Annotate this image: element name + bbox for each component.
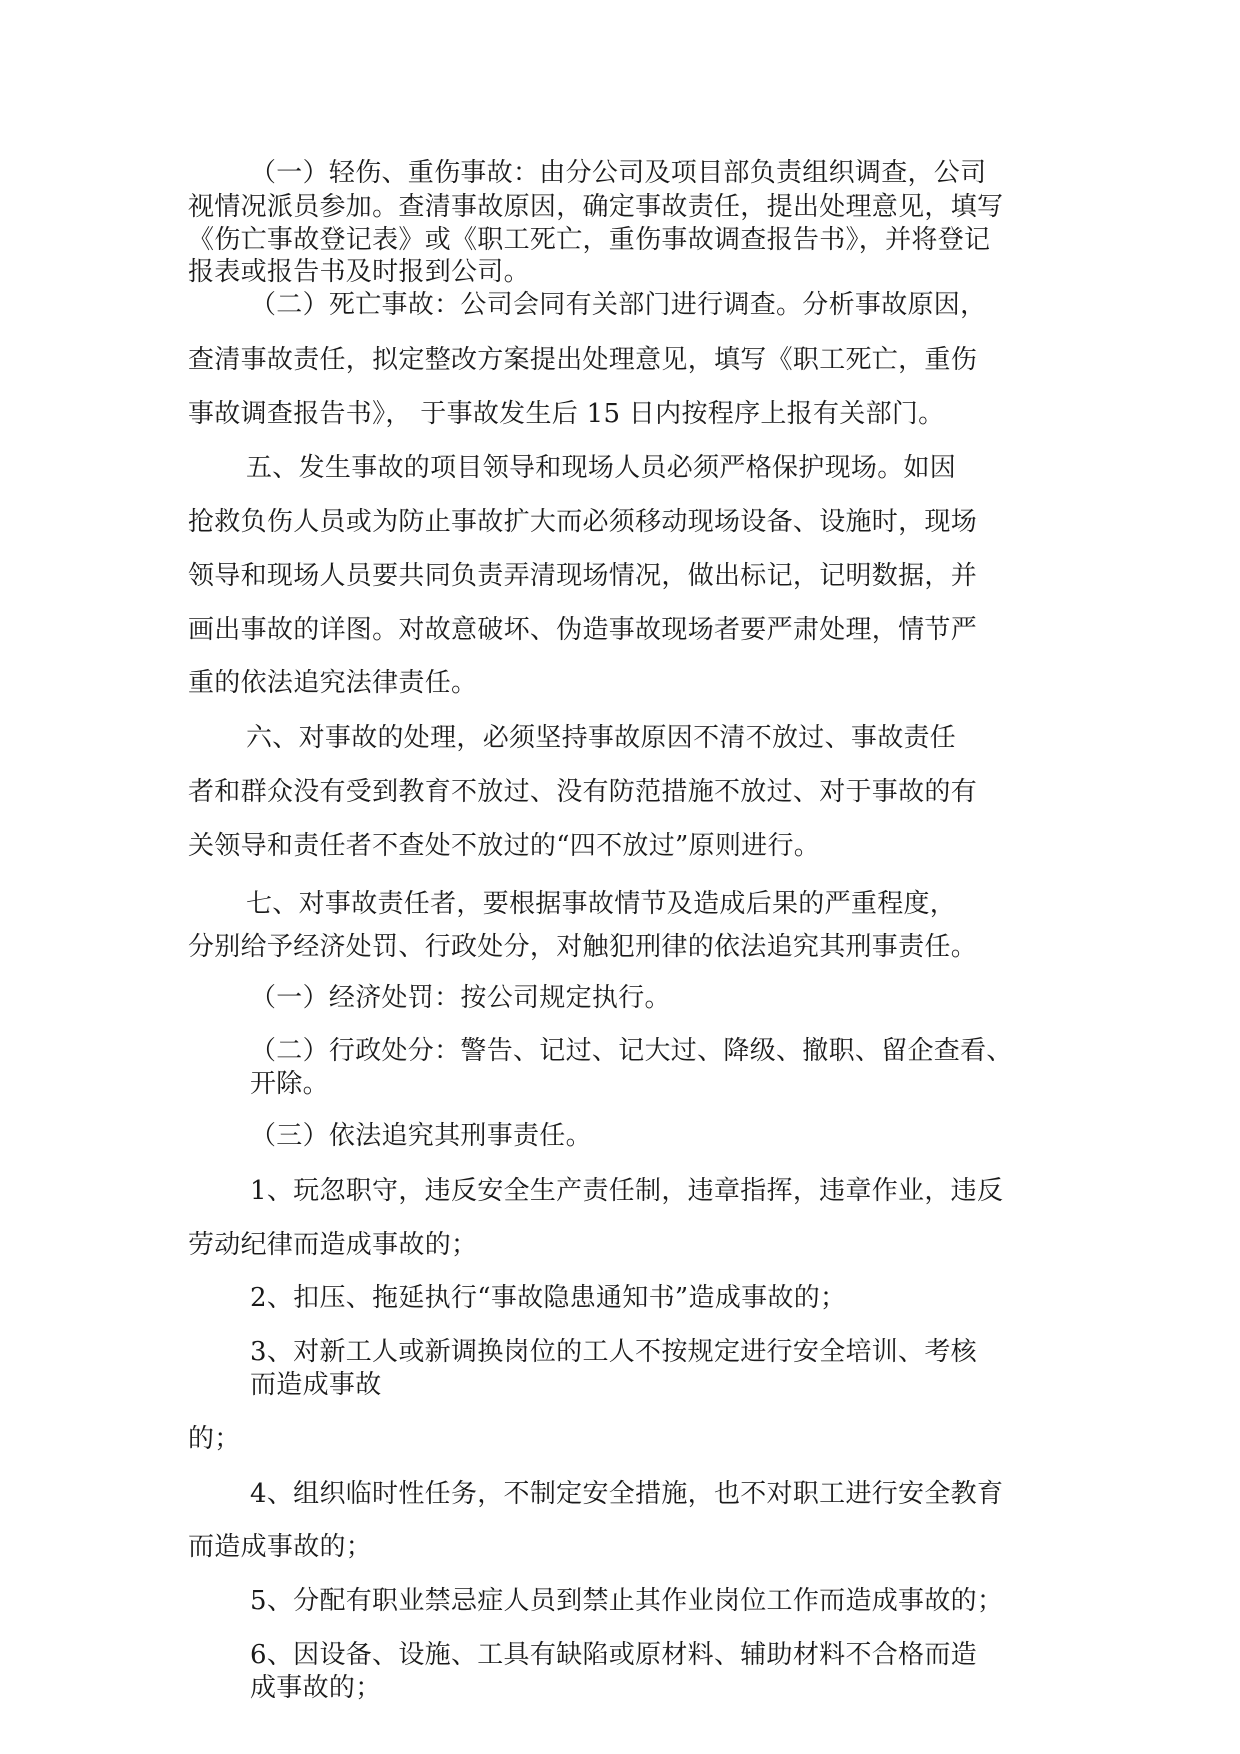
text-line: 者和群众没有受到教育不放过、没有防范措施不放过、对于事故的有 bbox=[188, 777, 978, 807]
text-line: 画出事故的详图。对故意破坏、伪造事故现场者要严肃处理，情节严 bbox=[188, 615, 978, 645]
text-line: 查清事故责任，拟定整改方案提出处理意见，填写《职工死亡，重伤 bbox=[188, 345, 978, 375]
text-line: 分别给予经济处罚、行政处分，对触犯刑律的依法追究其刑事责任。 bbox=[188, 932, 978, 962]
text-line: 六、对事故的处理，必须坚持事故原因不清不放过、事故责任 bbox=[246, 723, 957, 753]
text-line: 5、分配有职业禁忌症人员到禁止其作业岗位工作而造成事故的； bbox=[250, 1586, 1004, 1616]
text-line: 《伤亡事故登记表》或《职工死亡，重伤事故调查报告书》，并将登记 bbox=[188, 225, 991, 255]
text-line: 而造成事故 bbox=[250, 1370, 382, 1400]
text-line: 重的依法追究法律责任。 bbox=[188, 668, 478, 698]
text-line: （二）行政处分：警告、记过、记大过、降级、撤职、留企查看、 bbox=[250, 1036, 1013, 1066]
text-line: 1、玩忽职守，违反安全生产责任制，违章指挥，违章作业，违反 bbox=[250, 1176, 1004, 1206]
text-line: 的； bbox=[188, 1424, 241, 1454]
text-line: 2、扣压、拖延执行“事故隐患通知书”造成事故的； bbox=[250, 1283, 847, 1313]
text-line: 关领导和责任者不查处不放过的“四不放过”原则进行。 bbox=[188, 831, 821, 861]
text-line: 报表或报告书及时报到公司。 bbox=[188, 257, 530, 287]
text-line: 3、对新工人或新调换岗位的工人不按规定进行安全培训、考核 bbox=[250, 1337, 977, 1367]
text-line: 开除。 bbox=[250, 1069, 329, 1099]
text-line: 4、组织临时性任务，不制定安全措施，也不对职工进行安全教育 bbox=[250, 1479, 1004, 1509]
text-line: 而造成事故的； bbox=[188, 1532, 373, 1562]
text-line: 6、因设备、设施、工具有缺陷或原材料、辅助材料不合格而造 bbox=[250, 1640, 977, 1670]
text-line: 劳动纪律而造成事故的； bbox=[188, 1230, 478, 1260]
text-line: （三）依法追究其刑事责任。 bbox=[250, 1121, 592, 1151]
text-line: 五、发生事故的项目领导和现场人员必须严格保护现场。如因 bbox=[246, 453, 957, 483]
text-line: 成事故的； bbox=[250, 1673, 382, 1703]
text-line: 事故调查报告书》， 于事故发生后 15 日内按程序上报有关部门。 bbox=[188, 399, 945, 429]
text-line: 领导和现场人员要共同负责弄清现场情况，做出标记，记明数据，并 bbox=[188, 561, 978, 591]
text-line: 七、对事故责任者，要根据事故情节及造成后果的严重程度， bbox=[246, 889, 957, 919]
text-line: 抢救负伤人员或为防止事故扩大而必须移动现场设备、设施时，现场 bbox=[188, 507, 978, 537]
text-line: （一）轻伤、重伤事故：由分公司及项目部负责组织调查，公司 bbox=[250, 158, 987, 188]
text-line: （二）死亡事故：公司会同有关部门进行调查。分析事故原因， bbox=[250, 290, 987, 320]
text-line: （一）经济处罚：按公司规定执行。 bbox=[250, 983, 671, 1013]
text-line: 视情况派员参加。查清事故原因，确定事故责任，提出处理意见，填写 bbox=[188, 192, 1004, 222]
